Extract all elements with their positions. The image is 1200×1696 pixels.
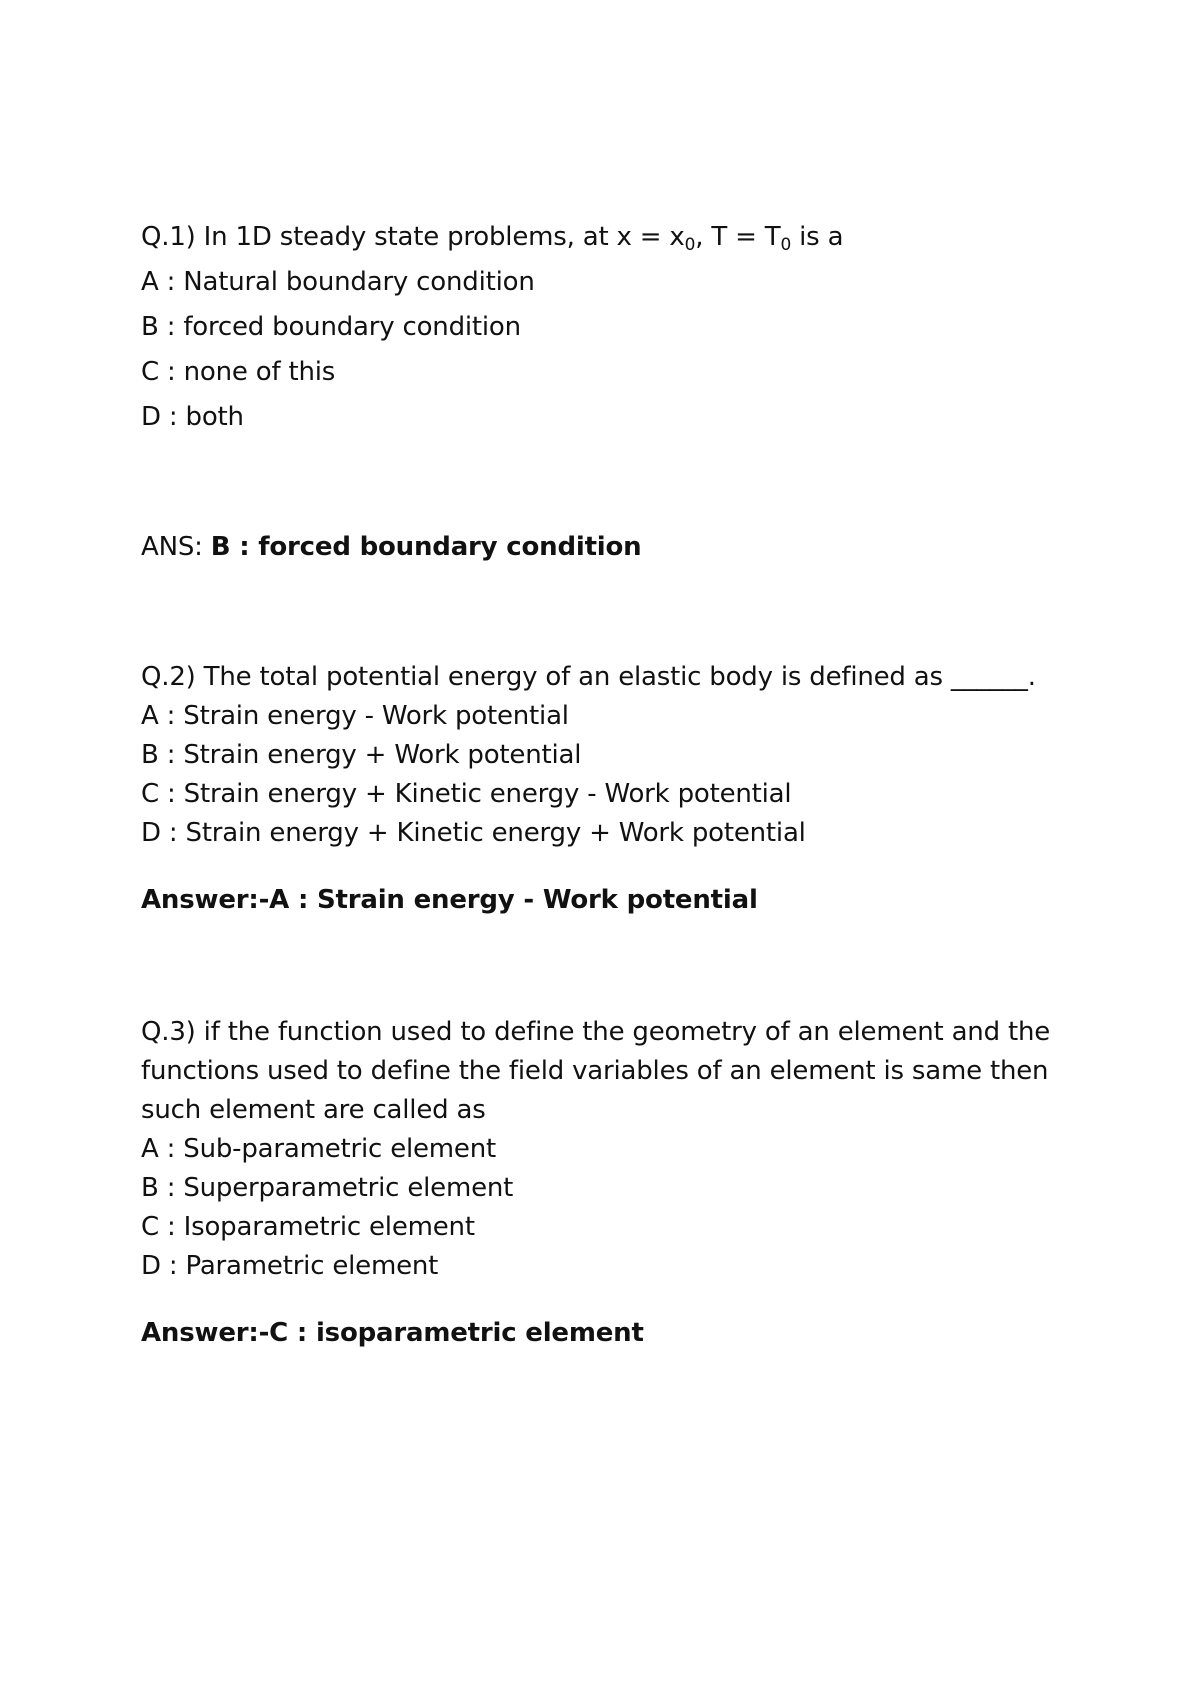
- q3-answer: Answer:-C : isoparametric element: [141, 1318, 644, 1348]
- q3-question-line-3: such element are called as: [141, 1095, 486, 1125]
- q1-option-d: D : both: [141, 402, 244, 432]
- q2-option-a: A : Strain energy - Work potential: [141, 701, 569, 731]
- q2-option-b: B : Strain energy + Work potential: [141, 740, 582, 770]
- q1-question: Q.1) In 1D steady state problems, at $x = x_0$, $T = T_0$ is a: [141, 222, 844, 255]
- q1-option-a: A : Natural boundary condition: [141, 267, 535, 297]
- q3-option-b: B : Superparametric element: [141, 1173, 514, 1203]
- q1-answer-label: ANS:: [141, 532, 211, 562]
- q1-option-c: C : none of this: [141, 357, 336, 387]
- q1-answer-text: B : forced boundary condition: [210, 532, 642, 562]
- q2-question: Q.2) The total potential energy of an elastic body is defined as ______.: [141, 662, 1036, 692]
- q1-answer: [141, 530, 641, 564]
- q2-option-d: D : Strain energy + Kinetic energy + Work potential: [141, 818, 806, 848]
- q3-option-d: D : Parametric element: [141, 1251, 439, 1281]
- q3-question-line-1: Q.3) if the function used to define the geometry of an element and the: [141, 1017, 1051, 1047]
- q2-option-c: C : Strain energy + Kinetic energy - Work potential: [141, 779, 792, 809]
- q3-option-c: C : Isoparametric element: [141, 1212, 475, 1242]
- q3-option-a: A : Sub-parametric element: [141, 1134, 497, 1164]
- q2-answer: Answer:-A : Strain energy - Work potential: [141, 885, 758, 915]
- q3-question-line-2: functions used to define the field variables of an element is same then: [141, 1056, 1049, 1086]
- q1-option-b: B : forced boundary condition: [141, 312, 521, 342]
